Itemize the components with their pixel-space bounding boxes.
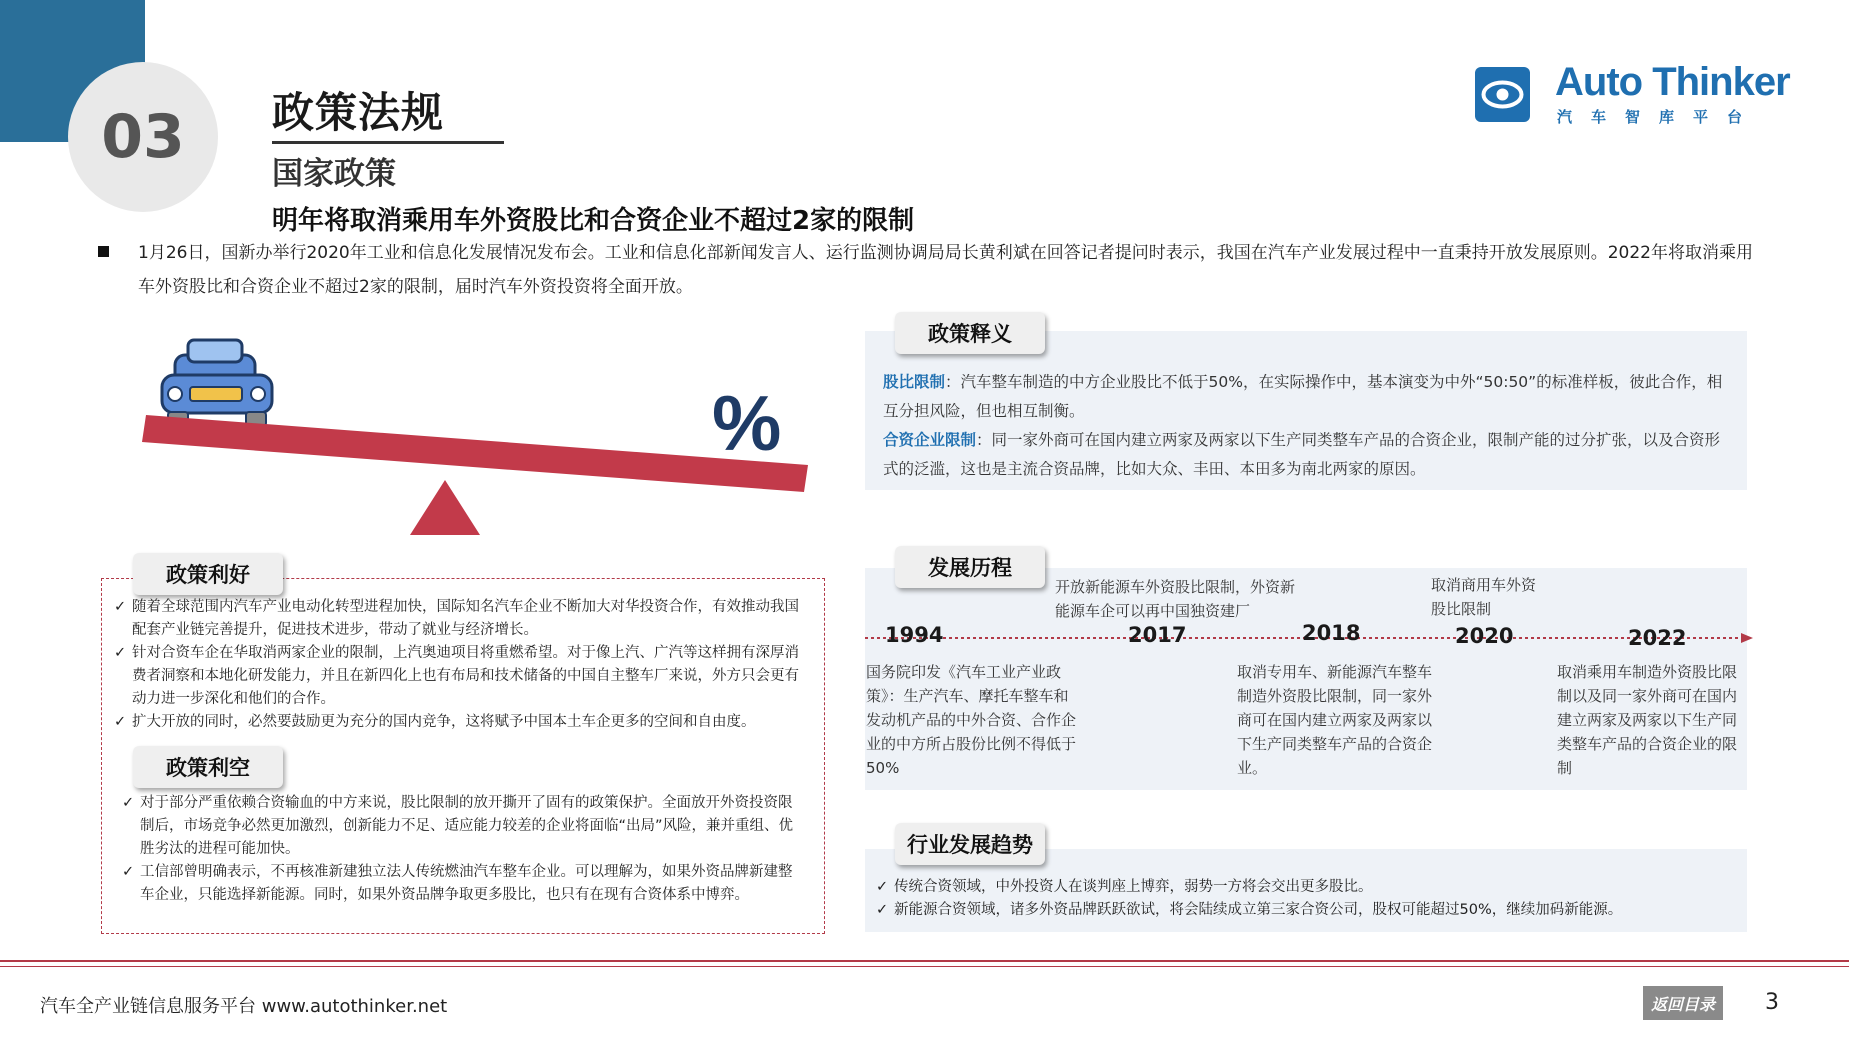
title-underline xyxy=(272,141,504,144)
list-item: ✓ 针对合资车企在华取消两家企业的限制，上汽奥迪项目将重燃希望。对于像上汽、广汽等这样拥有深厚消费者洞察和本地化研发能力，并且在新四化上也有布局和技术储备的中国自主整车厂来说，外方只会更有动力进一步深化和他们的合作。 xyxy=(114,642,810,711)
timeline-event-text: 国务院印发《汽车工业产业政策》：生产汽车、摩托车整车和发动机产品的中外合资、合作企业的中方所占股份比例不得低于50% xyxy=(866,663,1077,777)
interpretation-item-1: 股比限制：汽车整车制造的中方企业股比不低于50%，在实际操作中，基本演变为中外“50:50”的标准样板，彼此合作，相互分担风险，但也相互制衡。 xyxy=(883,373,1723,420)
interpretation-text xyxy=(883,368,1723,484)
timeline-year: 2018 xyxy=(1302,621,1361,645)
benefits-list xyxy=(114,596,810,734)
back-to-contents-button[interactable]: 返回目录 xyxy=(1643,986,1723,1020)
seesaw-pivot xyxy=(410,480,480,535)
check-icon: ✓ xyxy=(114,645,127,661)
check-icon: ✓ xyxy=(122,795,135,811)
list-item: ✓ 对于部分严重依赖合资输血的中方来说，股比限制的放开撕开了固有的政策保护。全面放开外资投资限制后，市场竞争必然更加激烈，创新能力不足、适应能力较差的企业将面临“出局”风险，兼并重组、优胜劣汰的进程可能加快。 xyxy=(122,792,800,861)
list-item: ✓ 工信部曾明确表示，不再核准新建独立法人传统燃油汽车整车企业。可以理解为，如果外资品牌新建整车企业，只能选择新能源。同时，如果外资品牌争取更多股比，也只有在现有合资体系中博弈。 xyxy=(122,861,800,907)
check-icon: ✓ xyxy=(122,864,135,880)
page-title: 政策法规 xyxy=(272,88,445,137)
square-bullet-icon xyxy=(98,246,109,257)
page-number: 3 xyxy=(1765,990,1779,1015)
timeline-year: 1994 xyxy=(885,623,944,647)
section-number-badge: 03 xyxy=(68,62,218,212)
footer-divider-thin xyxy=(0,966,1849,967)
timeline-year: 2020 xyxy=(1455,624,1514,648)
timeline-event-text: 取消专用车、新能源汽车整车制造外资股比限制，同一家外商可在国内建立两家及两家以下生产同类整车产品的合资企业。 xyxy=(1237,663,1433,777)
list-item: ✓ 扩大开放的同时，必然要鼓励更为充分的国内竞争，这将赋予中国本土车企更多的空间和自由度。 xyxy=(114,711,810,734)
check-icon: ✓ xyxy=(114,599,127,615)
list-item: ✓ 传统合资领域，中外投资人在谈判座上博弈，弱势一方将会交出更多股比。 xyxy=(876,876,1736,899)
check-icon: ✓ xyxy=(114,714,127,730)
timeline-event-text: 开放新能源车外资股比限制，外资新能源车企可以再中国独资建厂 xyxy=(1055,578,1296,620)
footer-text: 汽车全产业链信息服务平台 www.autothinker.net xyxy=(40,996,448,1017)
footer-divider xyxy=(0,960,1849,962)
timeline-event-text: 取消乘用车制造外资股比限制以及同一家外商可在国内建立两家及两家以下生产同类整车产品的合资企业的限制 xyxy=(1557,663,1738,777)
timeline-event-text: 取消商用车外资股比限制 xyxy=(1431,576,1537,618)
logo-tagline: 汽车智库平台 xyxy=(1557,108,1762,126)
timeline-tag: 发展历程 xyxy=(895,546,1045,588)
car-icon xyxy=(162,340,272,426)
interpretation-item-2: 合资企业限制：同一家外商可在国内建立两家及两家以下生产同类整车产品的合资企业，限制产能的过分扩张，以及合资形式的泛滥，这也是主流合资品牌，比如大众、丰田、本田多为南北两家的原因。 xyxy=(883,431,1721,478)
page-subtitle: 国家政策 xyxy=(272,156,396,192)
trends-tag: 行业发展趋势 xyxy=(895,823,1045,865)
list-item: ✓ 随着全球范围内汽车产业电动化转型进程加快，国际知名汽车企业不断加大对华投资合作，有效推动我国配套产业链完善提升，促进技术进步，带动了就业与经济增长。 xyxy=(114,596,810,642)
trends-list xyxy=(876,876,1736,922)
seesaw-beam xyxy=(142,415,808,492)
headline: 明年将取消乘用车外资股比和合资企业不超过2家的限制 xyxy=(272,206,915,236)
interpretation-tag: 政策释义 xyxy=(895,312,1045,354)
negatives-tag: 政策利空 xyxy=(133,746,283,788)
list-item: ✓ 新能源合资领域，诸多外资品牌跃跃欲试，将会陆续成立第三家合资公司，股权可能超过50%，继续加码新能源。 xyxy=(876,899,1736,922)
timeline-year: 2017 xyxy=(1128,623,1187,647)
check-icon: ✓ xyxy=(876,879,889,895)
benefits-tag: 政策利好 xyxy=(133,553,283,595)
percent-symbol: % xyxy=(712,379,782,467)
timeline-year: 2022 xyxy=(1628,626,1687,650)
check-icon: ✓ xyxy=(876,902,889,918)
logo-name: Auto Thinker xyxy=(1555,60,1790,104)
intro-paragraph: 1月26日，国新办举行2020年工业和信息化发展情况发布会。工业和信息化部新闻发言人、运行监测协调局局长黄利斌在回答记者提问时表示，我国在汽车产业发展过程中一直秉持开放发展原则。2022年将取消乘用车外资股比和合资企业不超过2家的限制，届时汽车外资投资将全面开放。 xyxy=(138,243,1753,297)
logo-eye-icon xyxy=(1475,67,1530,122)
negatives-list xyxy=(122,792,800,907)
